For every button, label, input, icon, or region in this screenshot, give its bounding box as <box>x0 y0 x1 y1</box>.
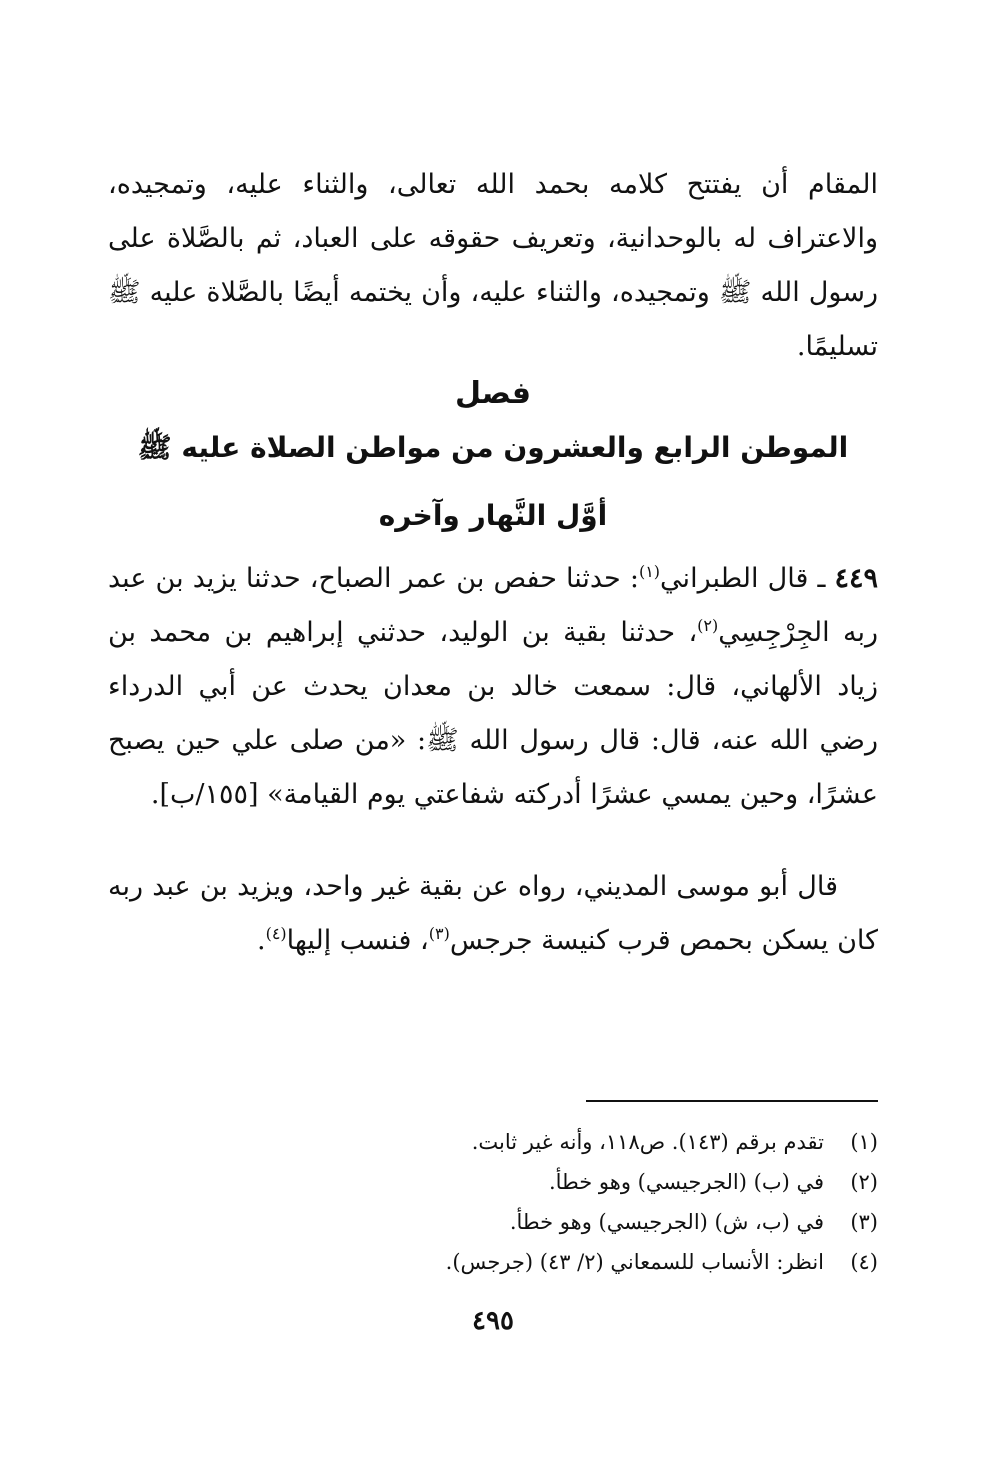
footnote-text: تقدم برقم (١٤٣). ص١١٨، وأنه غير ثابت. <box>471 1130 824 1154</box>
footnote-item <box>108 1242 878 1282</box>
hadith-number: ٤٤٩ <box>834 563 878 594</box>
section-title-line-1: الموطن الرابع والعشرون من مواطن الصلاة عليه ﷺ <box>137 431 849 464</box>
commentary-text-part3: . <box>256 925 266 956</box>
footnotes-list <box>108 1122 878 1282</box>
footnote-item <box>108 1202 878 1242</box>
section-title-line-2: أوَّل النَّهار وآخره <box>378 499 608 532</box>
footnote-number: (٤) <box>850 1250 878 1274</box>
footnote-ref-4: (٤) <box>265 924 287 943</box>
footnote-text: في (ب) (الجرجيسي) وهو خطأ. <box>548 1170 824 1194</box>
footnote-text: في (ب، ش) (الجرجيسي) وهو خطأ. <box>509 1210 824 1234</box>
hadith-paragraph <box>108 552 878 822</box>
hadith-text-part3: ، حدثنا بقية بن الوليد، حدثني إبراهيم بن محمد بن زياد الألهاني، قال: سمعت خالد بن معدان يحدث عن أبي الدرداء رضي الله عنه، قال: قال رسول الله ﷺ: «من صلى علي حين يصبح عشرًا، وحين يمسي عشرًا أدركته شفاعتي يوم القيامة» [١٥٥/ب]. <box>108 617 878 810</box>
footnote-ref-2: (٢) <box>697 616 719 635</box>
footnote-number: (٢) <box>850 1170 878 1194</box>
commentary-paragraph <box>108 860 878 968</box>
footnote-number: (٣) <box>850 1210 878 1234</box>
footnote-separator <box>586 1100 878 1102</box>
section-heading: فصل <box>455 376 531 411</box>
footnote-text: انظر: الأنساب للسمعاني (٢/ ٤٣) (جرجس). <box>445 1250 824 1274</box>
commentary-text-part1: قال أبو موسى المديني، رواه عن بقية غير واحد، ويزيد بن عبد ربه كان يسكن بحمص قرب كنيسة جرجس <box>108 871 878 956</box>
footnote-ref-1: (١) <box>638 562 661 581</box>
hadith-text-part1: ـ قال الطبراني <box>660 563 835 594</box>
footnote-ref-3: (٣) <box>428 924 450 943</box>
footnote-item <box>108 1162 878 1202</box>
footnote-item <box>108 1122 878 1162</box>
intro-paragraph: المقام أن يفتتح كلامه بحمد الله تعالى، والثناء عليه، وتمجيده، والاعتراف له بالوحدانية، وتعريف حقوقه على العباد، ثم بالصَّلاة على رسول الله ﷺ وتمجيده، والثناء عليه، وأن يختمه أيضًا بالصَّلاة عليه ﷺ تسليمًا. <box>108 169 878 362</box>
hadith-text-part2: : حدثنا حفص بن عمر الصباح، حدثنا يزيد بن عبد ربه الجِرْجِسِي <box>108 563 878 648</box>
commentary-text-part2: ، فنسب إليها <box>286 925 429 956</box>
page-number: ٤٩٥ <box>472 1306 514 1336</box>
footnote-number: (١) <box>850 1130 878 1154</box>
